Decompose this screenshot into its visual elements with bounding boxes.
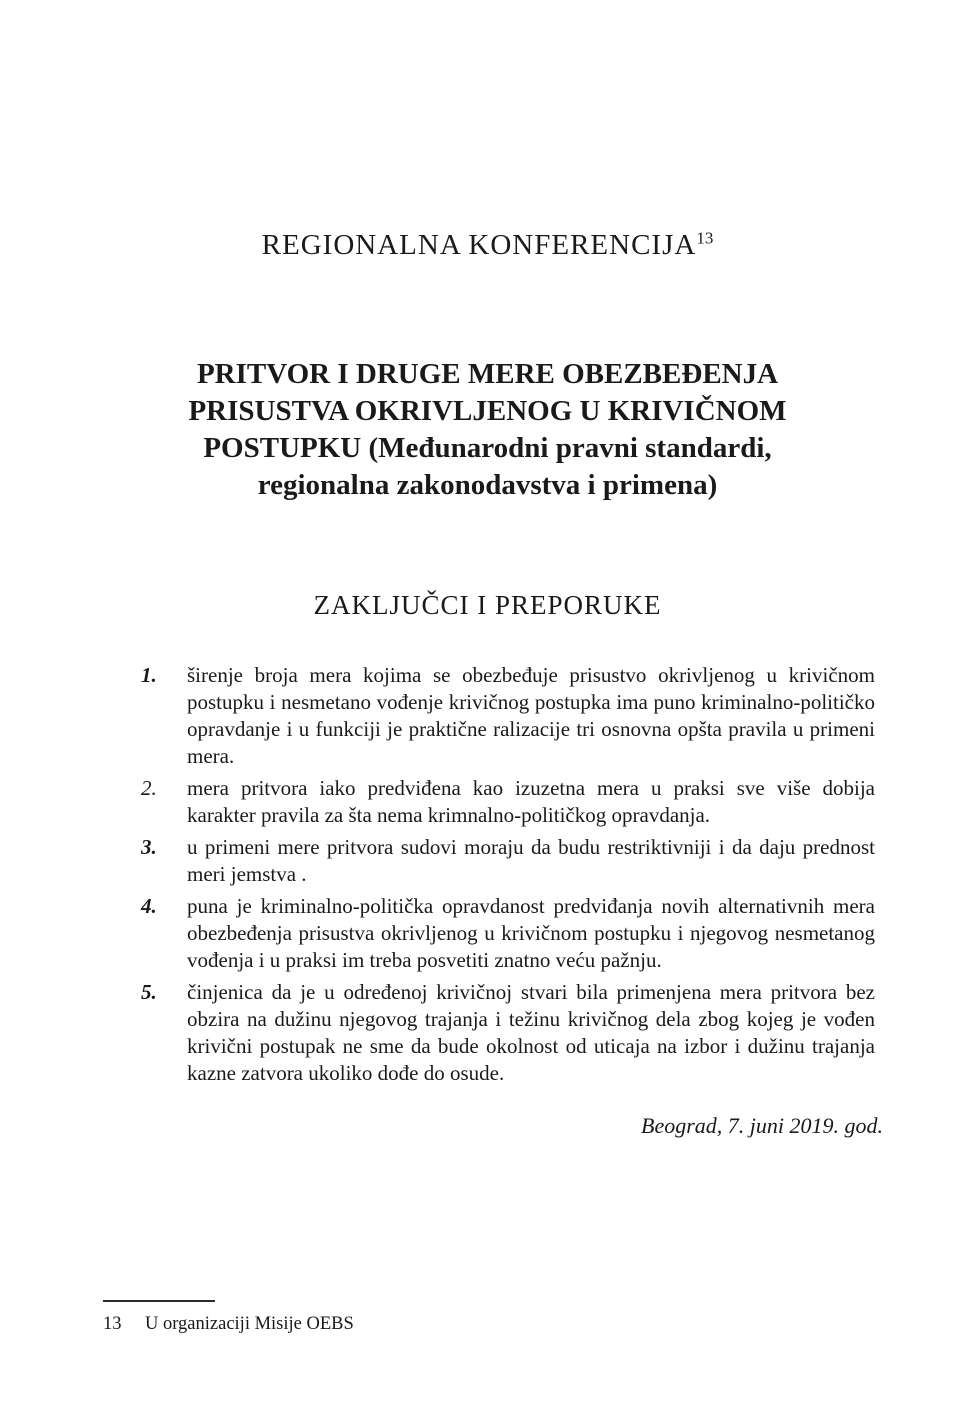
subtitle-line: PRITVOR I DRUGE MERE OBEZBEĐENJA	[196, 358, 779, 390]
page-title-text: REGIONALNA KONFERENCIJA	[261, 229, 697, 261]
dateline: Beograd, 7. juni 2019. god.	[641, 1113, 883, 1138]
list-item	[141, 979, 875, 1087]
list-item-text: mera pritvora iako predviđena kao izuzetna mera u praksi sve više dobija karakter pravila za šta nema krimnalno-političkog opravdanja.	[187, 776, 875, 827]
list-item	[141, 662, 875, 770]
list-item	[141, 775, 875, 829]
list-item-number: 1.	[141, 663, 157, 687]
list-item-text: u primeni mere pritvora sudovi moraju da budu restriktivniji i da daju prednost meri jemstva .	[187, 835, 875, 886]
page-title	[0, 0, 975, 262]
document-subtitle	[0, 356, 975, 504]
list-item	[141, 893, 875, 974]
subtitle-line: regionalna zakonodavstva i primena)	[257, 469, 718, 501]
conclusions-list	[141, 662, 875, 1087]
footnote-marker: 13	[103, 1314, 122, 1334]
footnote-reference: 13	[696, 228, 714, 248]
list-item-text: širenje broja mera kojima se obezbeđuje prisustvo okrivljenog u krivičnom postupku i nesmetano vođenje krivičnog postupka ima puno kriminalno-političko opravdanje i u funkciji je praktične ralizacije tri osnovna opšta pravila u primeni mera.	[187, 663, 875, 768]
list-item-text: činjenica da je u određenoj krivičnoj stvari bila primenjena mera pritvora bez obzira na dužinu njegovog trajanja i težinu krivičnog dela zbog kojeg je vođen krivični postupak ne sme da bude okolnost od uticaja na izbor i dužinu trajanja kazne zatvora ukoliko dođe do osude.	[187, 980, 875, 1085]
list-item-number: 3.	[141, 835, 157, 859]
list-item-number: 4.	[141, 894, 157, 918]
section-heading: ZAKLJUČCI I PREPORUKE	[313, 590, 662, 620]
subtitle-line: PRISUSTVA OKRIVLJENOG U KRIVIČNOM	[188, 395, 787, 427]
footnote-divider	[103, 1300, 215, 1302]
list-item-number: 5.	[141, 980, 157, 1004]
list-item-number: 2.	[141, 776, 157, 800]
subtitle-line: POSTUPKU (Međunarodni pravni standardi,	[203, 432, 772, 464]
list-item	[141, 834, 875, 888]
list-item-text: puna je kriminalno-politička opravdanost predviđanja novih alternativnih mera obezbeđenja prisustva okrivljenog u krivičnom postupku i njegovog nesmetanog vođenja i u praksi im treba posvetiti znatno veću pažnju.	[187, 894, 875, 972]
footnote-text: U organizaciji Misije OEBS	[145, 1314, 354, 1334]
footnote	[103, 1313, 354, 1336]
